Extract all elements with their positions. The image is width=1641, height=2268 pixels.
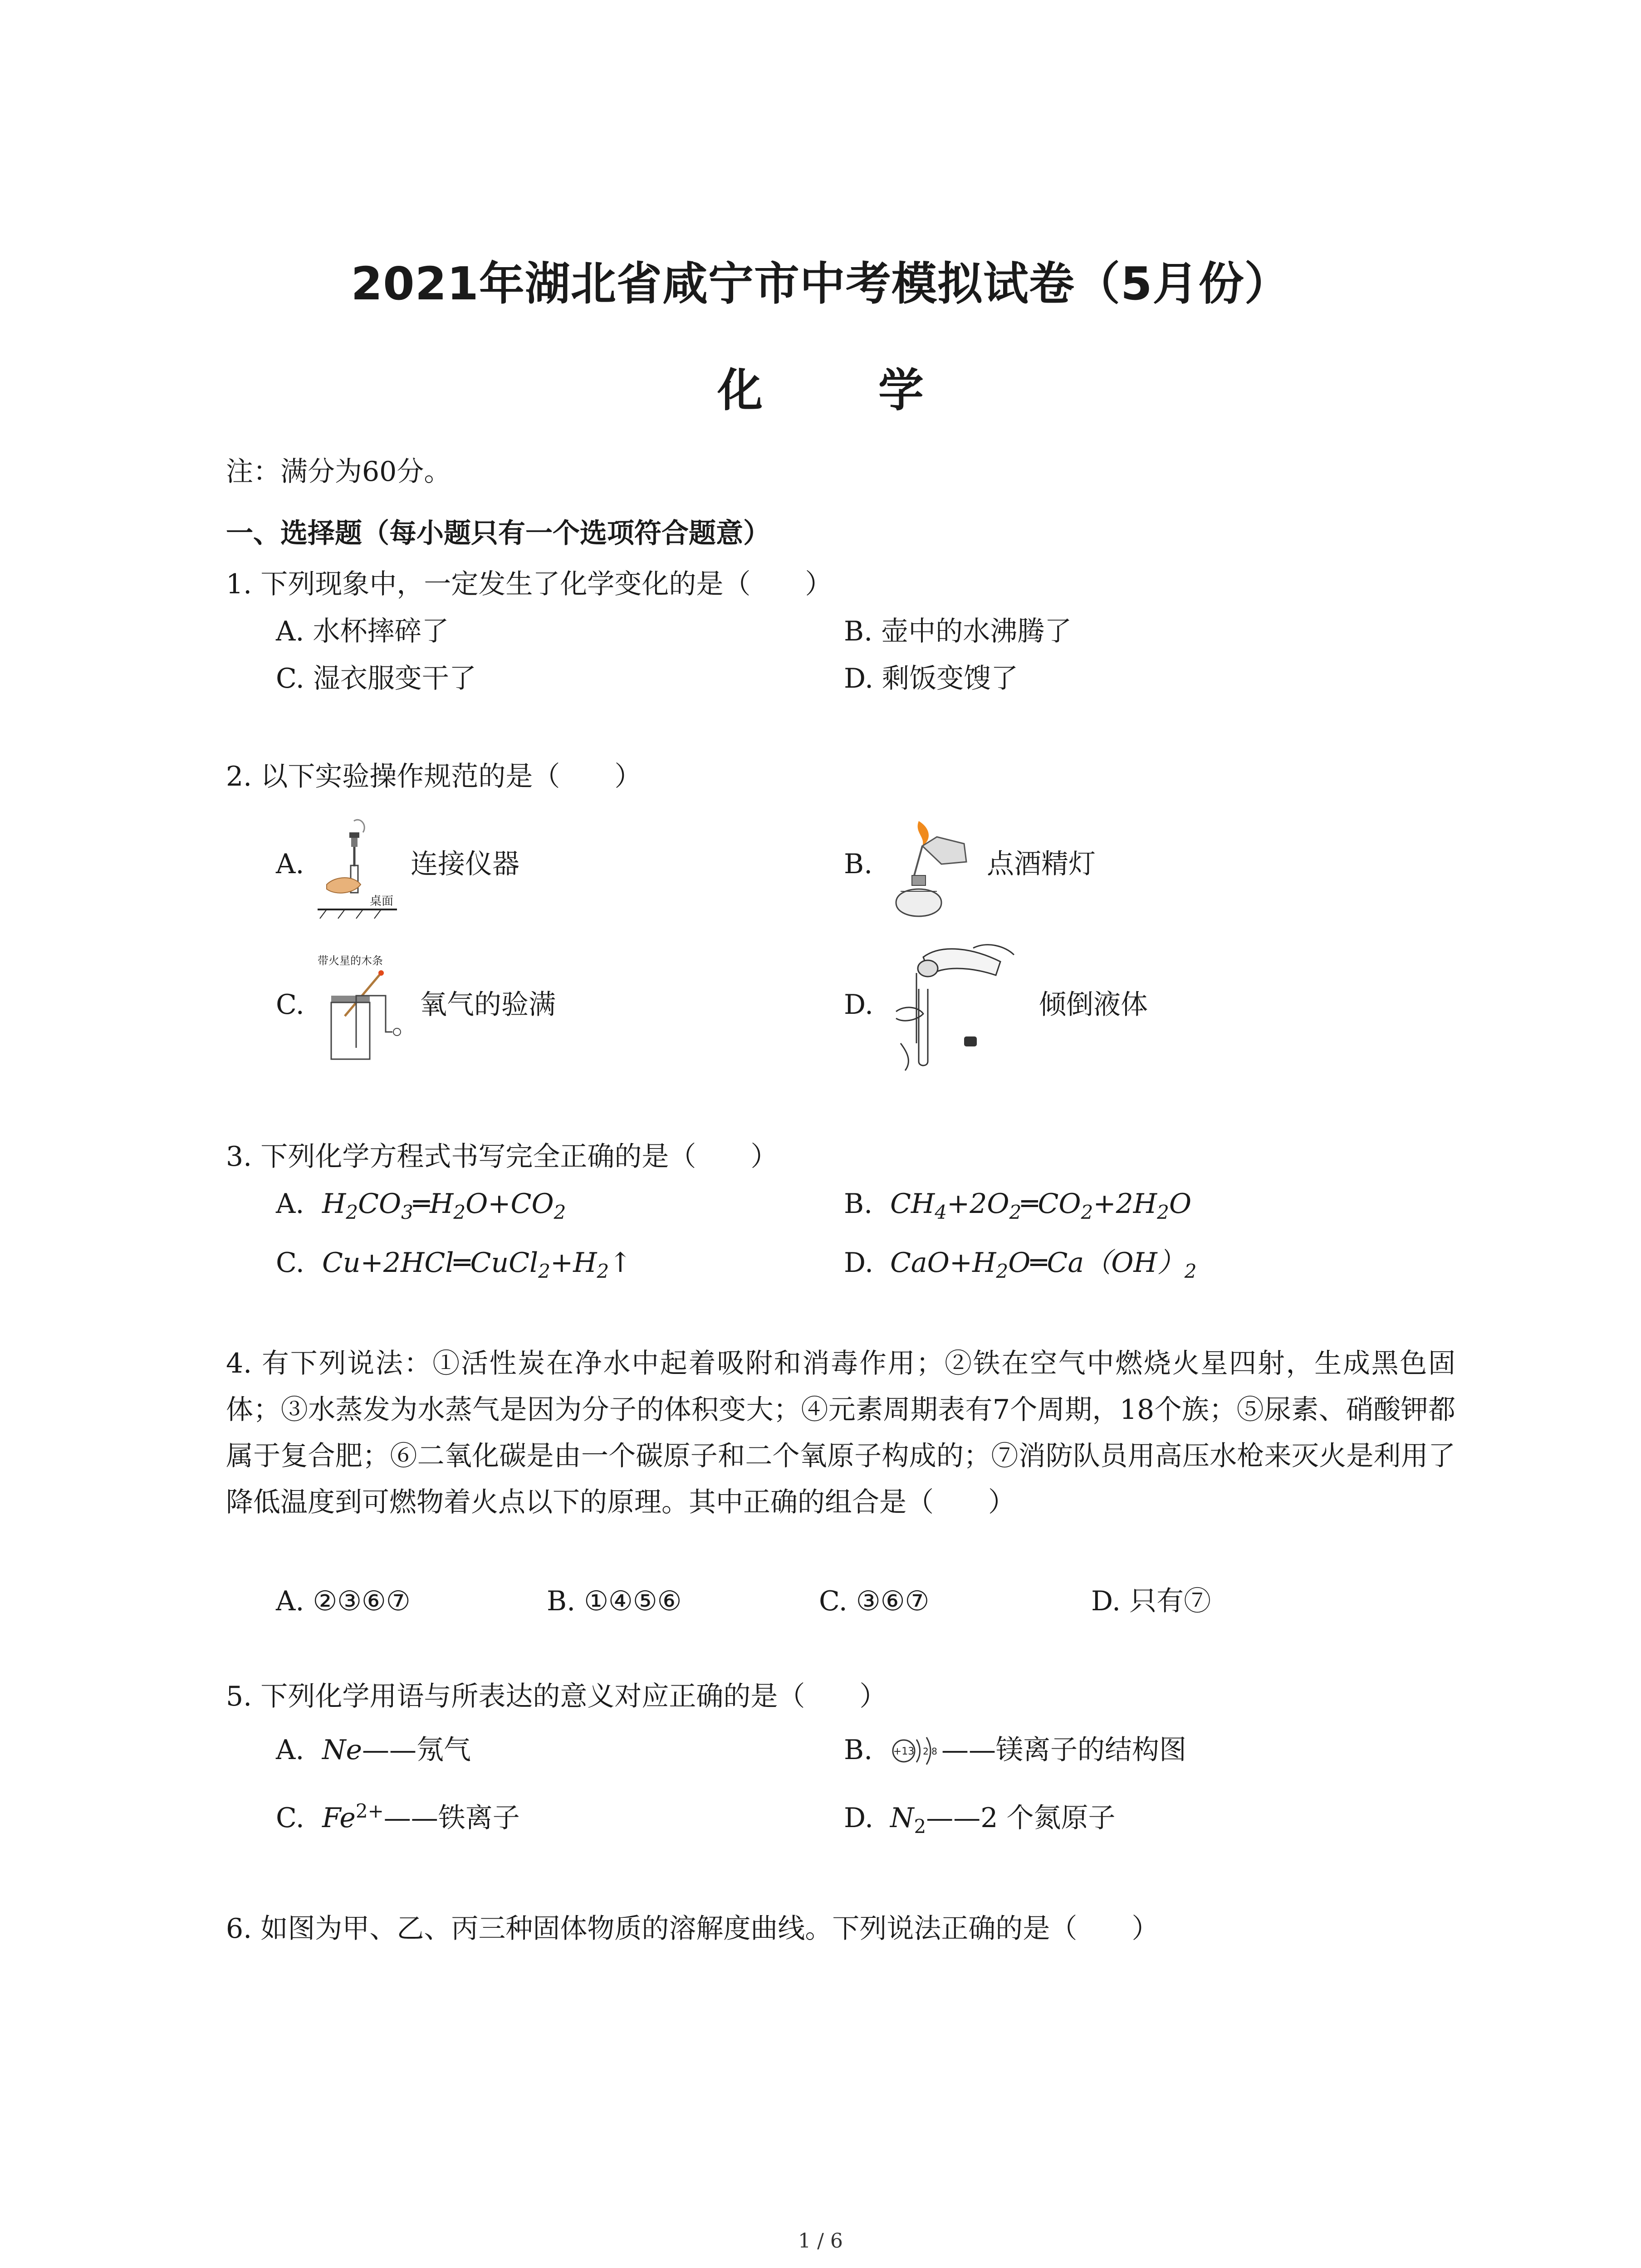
question-2-stem: 2. 以下实验操作规范的是（ ） (226, 761, 642, 792)
question-3-stem: 3. 下列化学方程式书写完全正确的是（ ） (226, 1141, 778, 1173)
question-6-stem: 6. 如图为甲、乙、丙三种固体物质的溶解度曲线。下列说法正确的是（ ） (226, 1913, 1159, 1945)
electron-shell-label: 2 8 (923, 1746, 937, 1757)
question-5-option-c-content: $Fe^{2+}——$铁离子 (322, 1800, 520, 1834)
page-number: 1 / 6 (798, 2229, 843, 2253)
glowing-stick-label: 带火星的木条 (318, 954, 383, 967)
question-3-option-a-letter: A. (276, 1188, 304, 1220)
question-2-option-c-letter: C. (276, 989, 304, 1021)
question-1-stem: 1. 下列现象中，一定发生了化学变化的是（ ） (226, 568, 833, 600)
magnesium-ion-structure-figure (890, 1730, 940, 1771)
question-5-option-a-text: ——氖气 (362, 1734, 471, 1766)
question-3-option-c-equation: $Cu+2HCl═CuCl_2+H_2↑$ (322, 1247, 632, 1282)
connect-instrument-figure (318, 816, 399, 934)
question-2-option-d-letter: D. (844, 989, 874, 1021)
question-1-option-a: A. 水杯摔碎了 (276, 616, 449, 647)
oxygen-test-figure (318, 953, 417, 1066)
question-3-option-a-equation: $H_2CO_3═H_2O+CO_2$ (322, 1188, 566, 1223)
score-note: 注：满分为60分。 (226, 456, 451, 488)
question-5-option-a-letter: A. (276, 1734, 304, 1766)
question-2-option-d-text: 倾倒液体 (1039, 989, 1148, 1021)
question-4-option-c: C. ③⑥⑦ (819, 1585, 930, 1617)
section-heading: 一、选择题（每小题只有一个选项符合题意） (226, 518, 770, 549)
question-5-option-c-letter: C. (276, 1802, 304, 1834)
question-3-option-b-equation: $CH_4+2O_2═CO_2+2H_2O$ (890, 1188, 1192, 1223)
question-1-option-c: C. 湿衣服变干了 (276, 663, 476, 694)
question-5-option-a-content: Ne——氖气 (322, 1734, 471, 1766)
question-2-option-a-letter: A. (276, 848, 304, 880)
question-4-option-d: D. 只有⑦ (1091, 1585, 1211, 1617)
question-5-option-c-text: ——铁离子 (383, 1802, 520, 1834)
pour-liquid-figure (892, 939, 1019, 1075)
question-1-option-d: D. 剩饭变馊了 (844, 663, 1019, 694)
exam-title: 2021年湖北省咸宁市中考模拟试卷（5月份） (351, 257, 1290, 310)
nucleus-charge-label: +13 (893, 1746, 915, 1757)
question-5-option-d-letter: D. (844, 1802, 874, 1834)
question-2-option-b-letter: B. (844, 848, 873, 880)
question-5-option-d-content: $N_2——2$ 个氮原子 (890, 1802, 1116, 1838)
desk-label: 桌面 (370, 894, 394, 908)
question-3-option-d-equation: $CaO+H_2O═Ca(OH)_2$ (890, 1247, 1197, 1282)
question-2-option-a-text: 连接仪器 (411, 848, 519, 880)
question-3-option-b-letter: B. (844, 1188, 873, 1220)
question-5-stem: 5. 下列化学用语与所表达的意义对应正确的是（ ） (226, 1681, 887, 1712)
question-3-option-d-letter: D. (844, 1247, 874, 1279)
light-alcohol-lamp-figure (887, 812, 982, 934)
question-4-option-a: A. ②③⑥⑦ (276, 1585, 411, 1617)
question-5-option-b-letter: B. (844, 1734, 873, 1766)
question-5-option-d-text: ——2 个氮原子 (926, 1802, 1116, 1834)
question-2-option-b-text: 点酒精灯 (987, 848, 1096, 880)
question-2-option-c-text: 氧气的验满 (420, 989, 556, 1021)
question-5-option-b-text: ——镁离子的结构图 (941, 1734, 1186, 1766)
question-1-option-b: B. 壶中的水沸腾了 (844, 616, 1072, 647)
question-3-option-c-letter: C. (276, 1247, 304, 1279)
question-4-stem: 4. 有下列说法：①活性炭在净水中起着吸附和消毒作用；②铁在空气中燃烧火星四射，生成黑色固体；③水蒸发为水蒸气是因为分子的体积变大；④元素周期表有7个周期，18个族；⑤尿素、硝酸钾都属于复合肥；⑥二氧化碳是由一个碳原子和二个氧原子构成的；⑦消防队员用高压水枪来灭火是利用了降低温度到可燃物着火点以下的原理。其中正确的组合是（ ） (226, 1348, 1455, 1518)
subject-title: 化 学 (717, 364, 974, 417)
question-4-option-b: B. ①④⑤⑥ (547, 1585, 682, 1617)
